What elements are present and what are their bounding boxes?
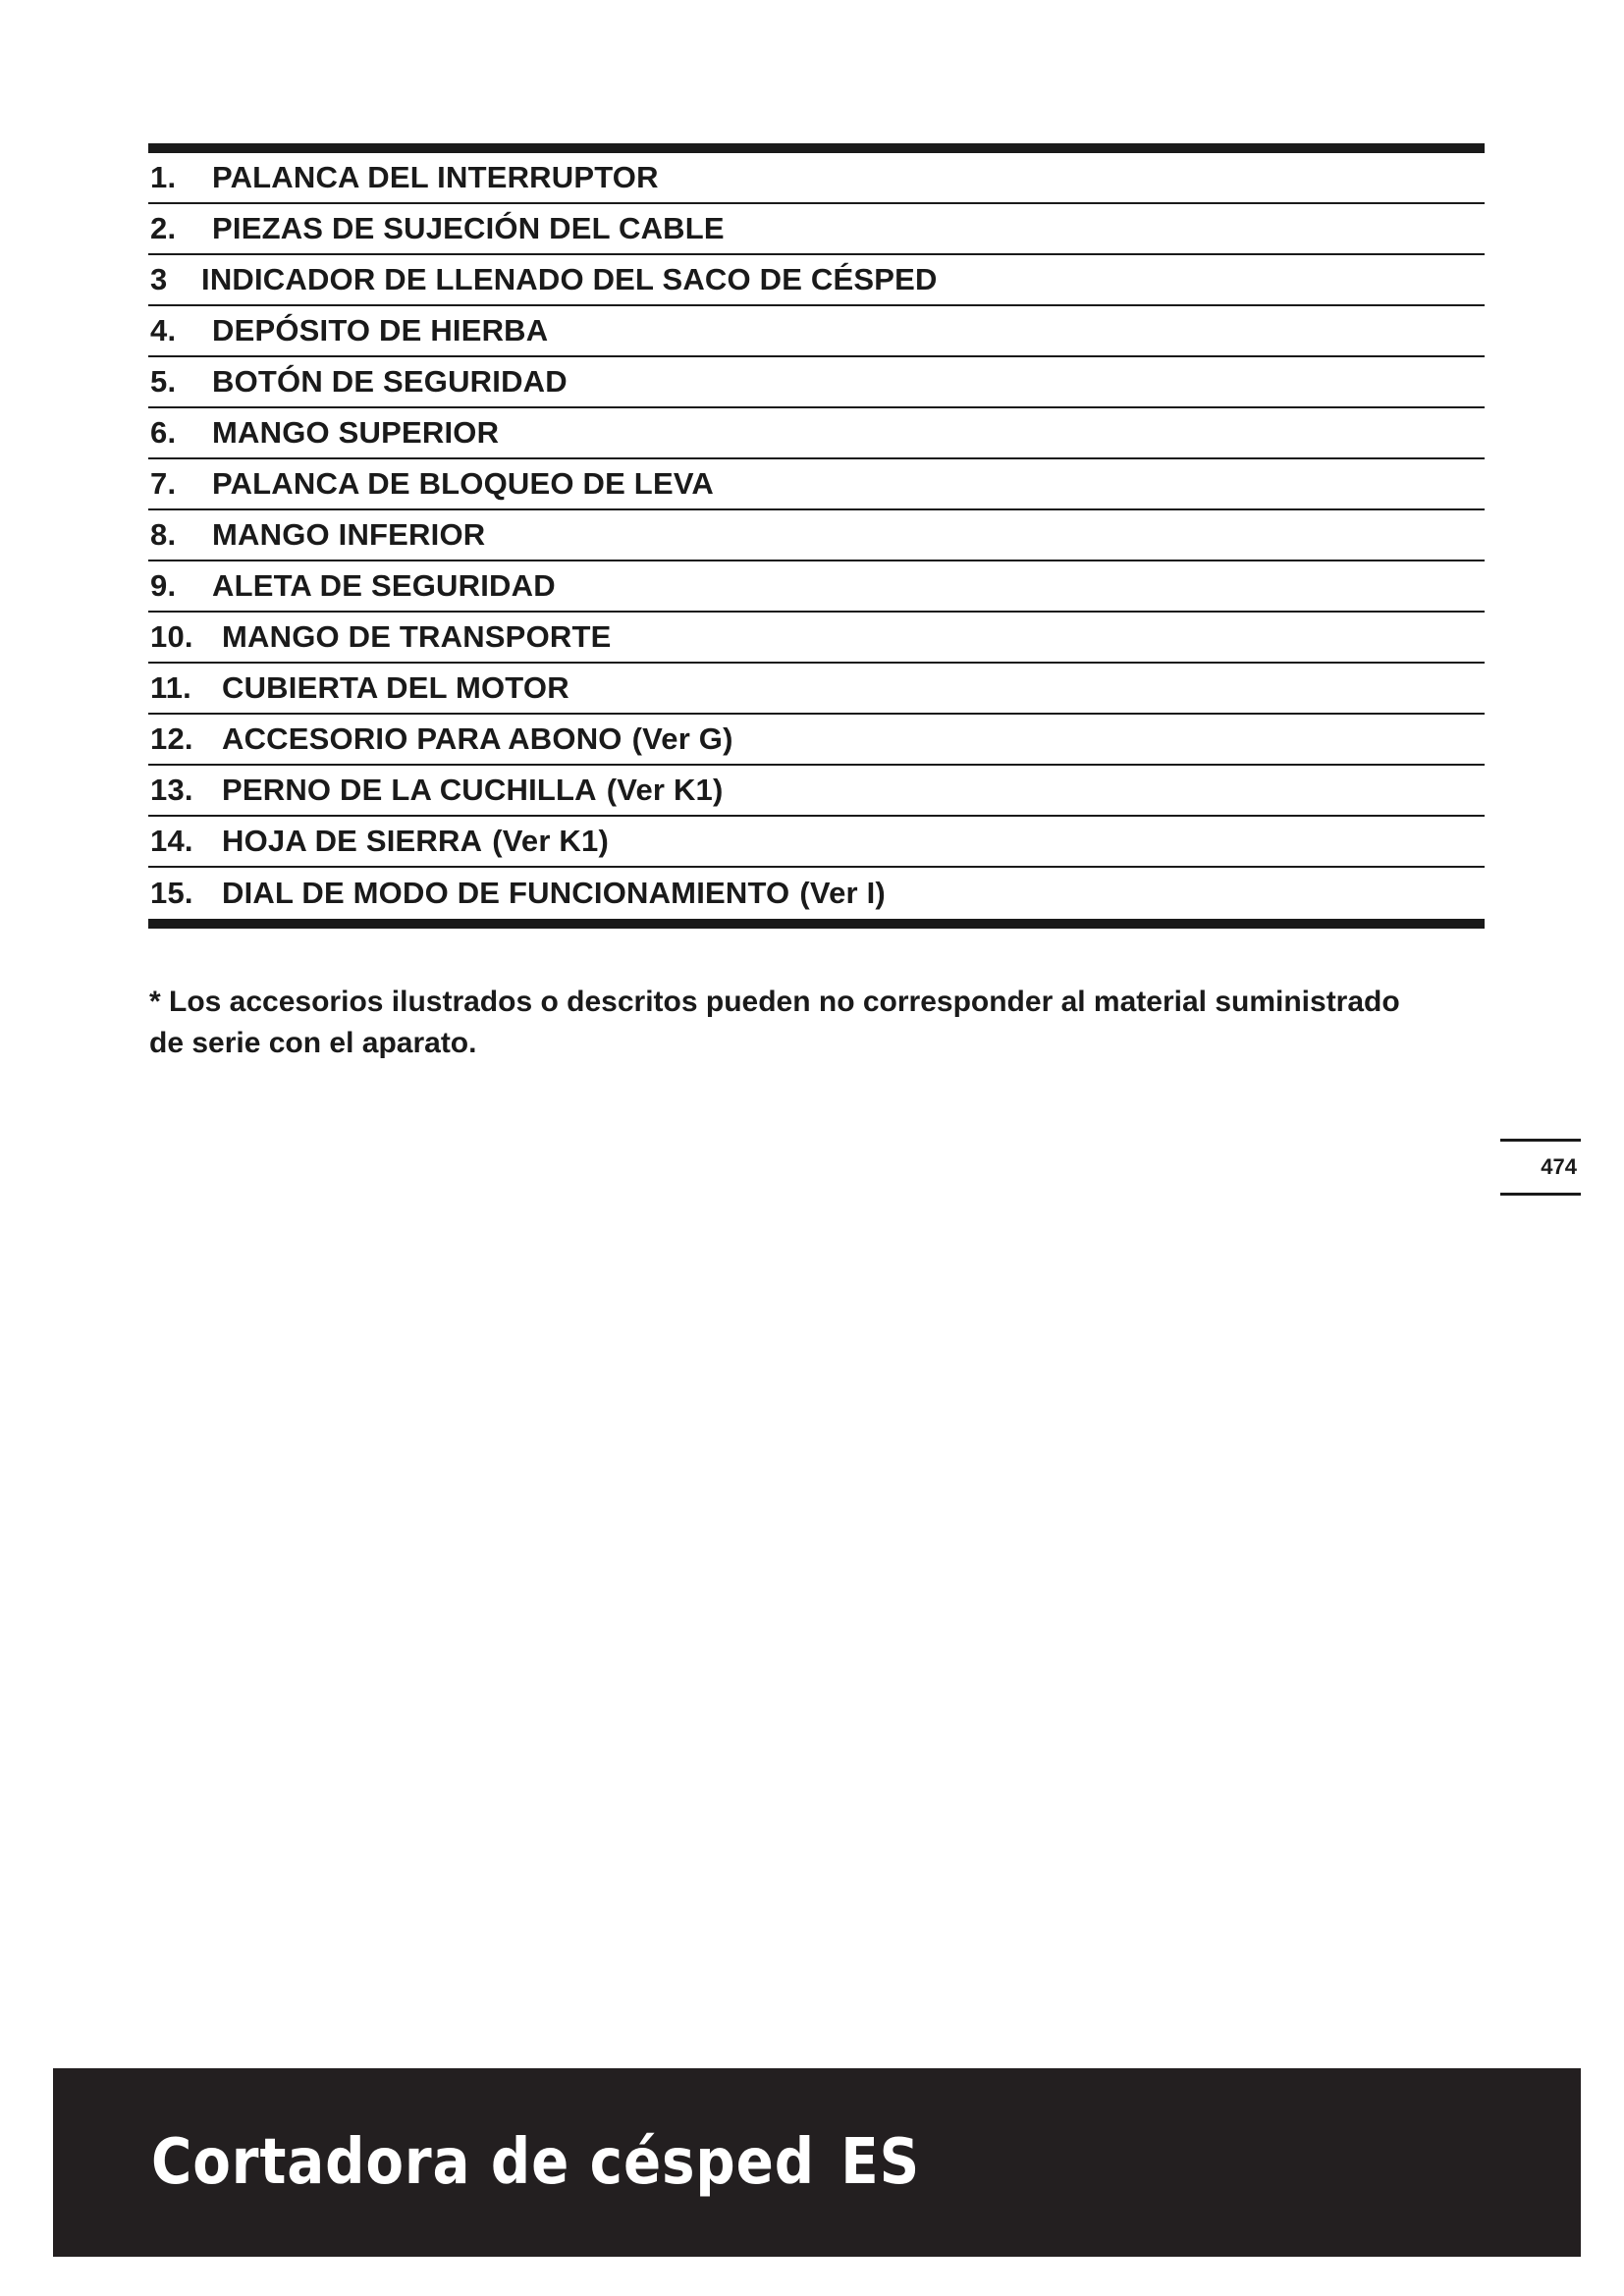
part-label: BOTÓN DE SEGURIDAD [212,364,568,399]
part-number: 5. [150,364,177,399]
part-number: 9. [150,568,177,603]
part-reference: (Ver K1) [606,773,724,807]
parts-list-item [148,153,1485,204]
part-reference: (Ver I) [799,876,886,910]
footer-bar [53,2068,1581,2257]
parts-list-item [148,510,1485,561]
parts-list-item [148,715,1485,766]
part-number: 7. [150,466,177,501]
part-label: MANGO DE TRANSPORTE [222,619,612,654]
parts-list-item [148,817,1485,868]
part-label: PERNO DE LA CUCHILLA [222,773,597,807]
footer-title [151,2126,920,2199]
page-number: 474 [1500,1139,1581,1196]
parts-list-item [148,766,1485,817]
part-label: MANGO INFERIOR [212,517,486,552]
part-number: 8. [150,517,177,552]
part-label: ALETA DE SEGURIDAD [212,568,556,603]
part-label: PIEZAS DE SUJECIÓN DEL CABLE [212,211,725,245]
part-number: 12. [150,721,193,756]
part-reference: (Ver K1) [492,824,609,858]
part-label: DEPÓSITO DE HIERBA [212,313,549,347]
part-number: 4. [150,313,177,347]
parts-list-item [148,664,1485,715]
product-title: Cortadora de césped [151,2126,815,2199]
part-number: 3 [150,262,168,296]
parts-list-item [148,306,1485,357]
accessories-footnote: * Los accesorios ilustrados o descritos pueden no corresponder al material suministrado de serie con el aparato. [149,986,1400,1059]
part-label: PALANCA DEL INTERRUPTOR [212,160,659,194]
parts-list-item [148,868,1485,919]
parts-list [148,143,1485,929]
parts-list-item [148,357,1485,408]
parts-list-item [148,613,1485,664]
part-label: PALANCA DE BLOQUEO DE LEVA [212,466,714,501]
parts-list-item [148,459,1485,510]
part-reference: (Ver G) [631,721,733,756]
part-label: INDICADOR DE LLENADO DEL SACO DE CÉSPED [201,262,938,296]
parts-list-item [148,255,1485,306]
part-label: ACCESORIO PARA ABONO [222,721,623,756]
part-number: 15. [150,876,193,910]
part-number: 11. [150,670,191,705]
parts-list-item [148,561,1485,613]
part-label: MANGO SUPERIOR [212,415,500,450]
part-label: CUBIERTA DEL MOTOR [222,670,569,705]
part-number: 10. [150,619,193,654]
part-number: 2. [150,211,177,245]
part-label: DIAL DE MODO DE FUNCIONAMIENTO [222,876,790,910]
part-label: HOJA DE SIERRA [222,824,483,858]
part-number: 1. [150,160,177,194]
part-number: 6. [150,415,177,450]
parts-list-item [148,204,1485,255]
part-number: 14. [150,824,193,858]
language-code: ES [840,2126,921,2199]
parts-list-item [148,408,1485,459]
part-number: 13. [150,773,193,807]
